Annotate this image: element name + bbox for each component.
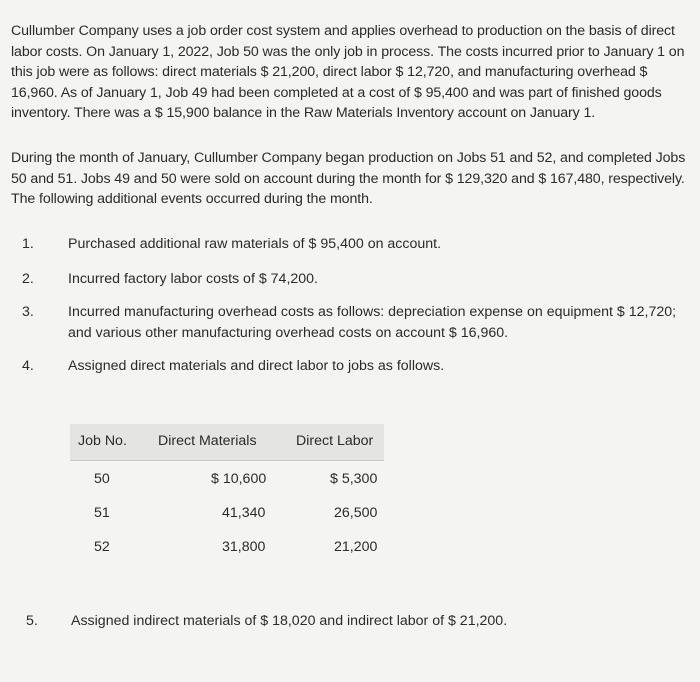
column-header: Job No. (78, 433, 127, 449)
table-cell: 31,800 (222, 539, 266, 555)
table-row (70, 496, 384, 530)
table-header (70, 424, 384, 461)
table-cell: $ 10,600 (211, 471, 267, 487)
event-number: 4. (22, 358, 34, 374)
table-cell: 26,500 (334, 505, 378, 521)
table-cell: 50 (94, 471, 110, 487)
intro-paragraph-2: During the month of January, Cullumber Company began production on Jobs 51 and 52, and completed Jobs 50 and 51. Jobs 49 and 50 were sold on account during the month for $ 129,320 and $ 167,480, respectively. The following additional events occurred during the month. (11, 150, 686, 207)
column-header: Direct Materials (158, 433, 257, 449)
event-number: 5. (26, 613, 38, 629)
table-cell: 41,340 (222, 505, 266, 521)
event-text: Incurred factory labor costs of $ 74,200. (68, 271, 318, 287)
event-text: Assigned direct materials and direct labor to jobs as follows. (68, 358, 445, 374)
table-cell: 51 (94, 505, 110, 521)
event-number: 2. (22, 271, 34, 287)
event-number: 3. (22, 304, 34, 320)
job-cost-table (70, 424, 384, 564)
event-text: Purchased additional raw materials of $ 95,400 on account. (68, 236, 442, 252)
table-row (70, 530, 384, 564)
table-cell: 21,200 (334, 539, 378, 555)
table-cell: $ 5,300 (330, 471, 378, 487)
event-text: Incurred manufacturing overhead costs as follows: depreciation expense on equipment $ 12,720; and various other manufacturing overhead costs on account $ 16,960. (68, 304, 677, 341)
column-header: Direct Labor (296, 433, 374, 449)
intro-paragraph: Cullumber Company uses a job order cost system and applies overhead to production on the basis of direct labor costs. On January 1, 2022, Job 50 was the only job in process. The costs incurred prior to January 1 on this job were as follows: direct materials $ 21,200, direct labor $ 12,720, and manufacturing overhead $ 16,960. As of January 1, Job 49 had been completed at a cost of $ 95,400 and was part of finished goods inventory. There was a $ 15,900 balance in the Raw Materials Inventory account on January 1. (11, 23, 685, 121)
table-row (70, 462, 384, 496)
event-text: Assigned indirect materials of $ 18,020 and indirect labor of $ 21,200. (71, 613, 508, 629)
event-number: 1. (22, 236, 34, 252)
table-cell: 52 (94, 539, 110, 555)
